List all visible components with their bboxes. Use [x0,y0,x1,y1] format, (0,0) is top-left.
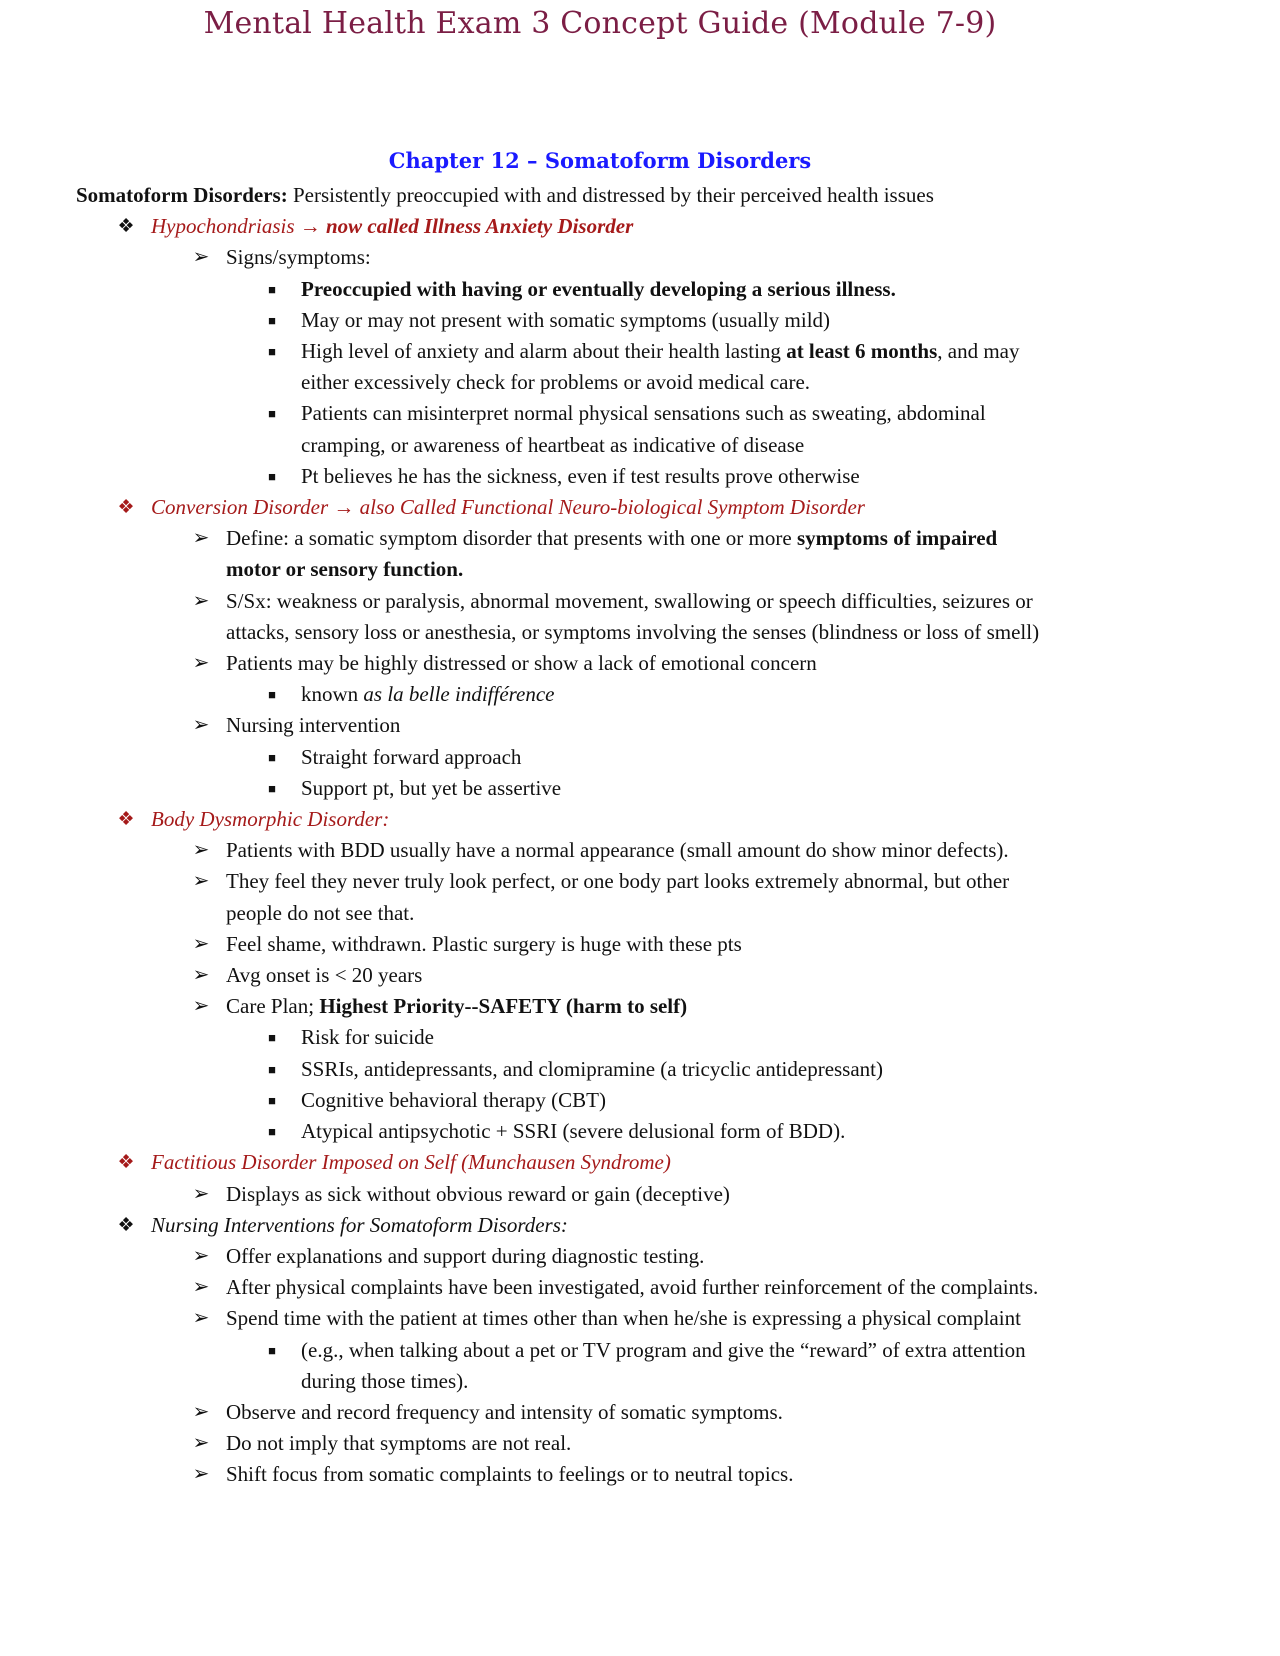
square-bullet-icon: ■ [268,344,276,360]
arrow-bullet-icon: ➢ [192,589,210,612]
section-heading-conversion: ❖ Conversion Disorder → also Called Functional Neuro-biological Symptom Disorder [0,492,1280,523]
list-item: ➢ After physical complaints have been investigated, avoid further reinforcement of the complaints. [0,1272,1280,1303]
list-item: ■ May or may not present with somatic symptoms (usually mild) [0,305,1280,336]
arrow-bullet-icon: ➢ [192,1400,210,1423]
list-item: ➢ Care Plan; Highest Priority--SAFETY (harm to self) [0,991,1280,1022]
section-heading-factitious: ❖ Factitious Disorder Imposed on Self (Munchausen Syndrome) [0,1147,1280,1178]
list-item: ■ High level of anxiety and alarm about their health lasting at least 6 months, and may [0,336,1280,367]
intro-term: Somatoform Disorders: [76,183,288,207]
list-item: ■ Patients can misinterpret normal physical sensations such as sweating, abdominal [0,398,1280,429]
square-bullet-icon: ■ [268,312,276,328]
square-bullet-icon: ■ [268,1030,276,1046]
page-title: Mental Health Exam 3 Concept Guide (Module 7-9) [203,6,997,41]
list-item: ■ Support pt, but yet be assertive [0,773,1280,804]
list-item: ■ Atypical antipsychotic + SSRI (severe delusional form of BDD). [0,1116,1280,1147]
arrow-bullet-icon: ➢ [192,714,210,737]
list-item-continuation: either excessively check for problems or avoid medical care. [301,370,811,395]
arrow-bullet-icon: ➢ [192,964,210,987]
list-item: ➢ They feel they never truly look perfect, or one body part looks extremely abnormal, but other [0,866,1280,897]
square-bullet-icon: ■ [268,749,276,765]
arrow-bullet-icon: ➢ [192,1307,210,1330]
list-item: ➢ Patients may be highly distressed or show a lack of emotional concern [0,648,1280,679]
diamond-bullet-icon: ❖ [117,216,135,238]
list-item: ➢ Avg onset is < 20 years [0,960,1280,991]
arrow-bullet-icon: ➢ [192,995,210,1018]
section-heading-hypochondriasis: ❖ Hypochondriasis → now called Illness Anxiety Disorder [0,211,1280,242]
square-bullet-icon: ■ [268,1342,276,1358]
document-body [0,180,1280,1491]
arrow-bullet-icon: ➢ [192,652,210,675]
chapter-title: Chapter 12 – Somatoform Disorders [388,148,812,173]
diamond-bullet-icon: ❖ [117,1152,135,1174]
square-bullet-icon: ■ [268,468,276,484]
list-item: ➢ Signs/symptoms: [0,242,1280,273]
section-heading-bdd: ❖ Body Dysmorphic Disorder: [0,804,1280,835]
diamond-bullet-icon: ❖ [117,1214,135,1236]
square-bullet-icon: ■ [268,1061,276,1077]
square-bullet-icon: ■ [268,1124,276,1140]
intro-text: Persistently preoccupied with and distressed by their perceived health issues [287,183,934,207]
list-item: ➢ Displays as sick without obvious reward or gain (deceptive) [0,1179,1280,1210]
list-item-continuation: attacks, sensory loss or anesthesia, or symptoms involving the senses (blindness or loss of smell) [226,619,1040,644]
square-bullet-icon: ■ [268,1092,276,1108]
list-item: ➢ Do not imply that symptoms are not real. [0,1428,1280,1459]
list-item-continuation: people do not see that. [226,900,415,925]
list-item-continuation: motor or sensory function. [226,557,464,582]
arrow-bullet-icon: ➢ [192,1432,210,1455]
list-item: ➢ Spend time with the patient at times other than when he/she is expressing a physical complaint [0,1303,1280,1334]
square-bullet-icon: ■ [268,780,276,796]
section-heading-nursing-interventions: ❖ Nursing Interventions for Somatoform Disorders: [0,1210,1280,1241]
list-item: ■ (e.g., when talking about a pet or TV program and give the “reward” of extra attention [0,1335,1280,1366]
diamond-bullet-icon: ❖ [117,809,135,831]
list-item: ➢ Define: a somatic symptom disorder that presents with one or more symptoms of impaired [0,523,1280,554]
diamond-bullet-icon: ❖ [117,497,135,519]
list-item: ➢ Patients with BDD usually have a normal appearance (small amount do show minor defects). [0,835,1280,866]
square-bullet-icon: ■ [268,687,276,703]
list-item-continuation: during those times). [301,1368,469,1393]
list-item: ➢ Feel shame, withdrawn. Plastic surgery is huge with these pts [0,929,1280,960]
list-item: ➢ Nursing intervention [0,710,1280,741]
square-bullet-icon: ■ [268,281,276,297]
arrow-bullet-icon: ➢ [192,1463,210,1486]
list-item: ➢ Observe and record frequency and intensity of somatic symptoms. [0,1397,1280,1428]
arrow-bullet-icon: ➢ [192,839,210,862]
square-bullet-icon: ■ [268,406,276,422]
list-item: ■ Preoccupied with having or eventually developing a serious illness. [0,274,1280,305]
arrow-bullet-icon: ➢ [192,1182,210,1205]
list-item: ■ Cognitive behavioral therapy (CBT) [0,1085,1280,1116]
arrow-bullet-icon: ➢ [192,870,210,893]
list-item: ■ Pt believes he has the sickness, even if test results prove otherwise [0,461,1280,492]
list-item: ➢ Offer explanations and support during diagnostic testing. [0,1241,1280,1272]
list-item: ■ known as la belle indifférence [0,679,1280,710]
list-item: ■ SSRIs, antidepressants, and clomipramine (a tricyclic antidepressant) [0,1054,1280,1085]
intro-definition [0,180,1280,211]
arrow-bullet-icon: ➢ [192,1276,210,1299]
arrow-bullet-icon: ➢ [192,932,210,955]
arrow-bullet-icon: ➢ [192,1244,210,1267]
list-item: ■ Straight forward approach [0,742,1280,773]
arrow-bullet-icon: ➢ [192,527,210,550]
list-item: ➢ Shift focus from somatic complaints to feelings or to neutral topics. [0,1459,1280,1490]
arrow-bullet-icon: ➢ [192,246,210,269]
list-item: ■ Risk for suicide [0,1022,1280,1053]
list-item: ➢ S/Sx: weakness or paralysis, abnormal movement, swallowing or speech difficulties, seizures or [0,586,1280,617]
list-item-continuation: cramping, or awareness of heartbeat as indicative of disease [301,432,805,457]
